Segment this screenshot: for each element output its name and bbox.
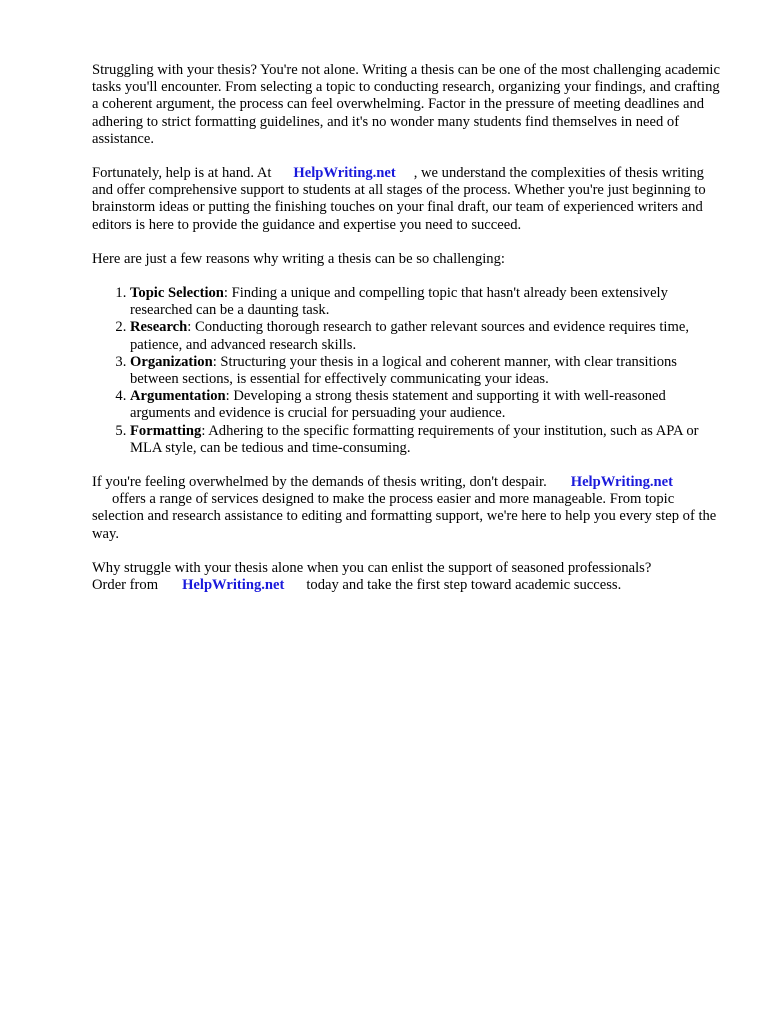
reason-text: : Conducting thorough research to gather relevant sources and evidence requires time, patience, and advanced research skills. — [130, 319, 689, 353]
reason-term: Topic Selection — [130, 285, 224, 302]
reason-text: : Finding a unique and compelling topic that hasn't already been extensively researched can be a daunting task. — [130, 285, 668, 319]
closing-line-1: Why struggle with your thesis alone when you can enlist the support of seasoned professionals? — [92, 559, 652, 576]
closing-paragraph — [92, 560, 728, 594]
overwhelmed-text-after: offers a range of services designed to make the process easier and more manageable. From topic selection and research assistance to editing and formatting support, we're here to help you every step of the way. — [92, 491, 717, 542]
reason-text: : Adhering to the specific formatting requirements of your institution, such as APA or MLA style, can be tedious and time-consuming. — [130, 422, 699, 456]
list-item — [130, 319, 728, 353]
reasons-intro: Here are just a few reasons why writing a thesis can be so challenging: — [92, 250, 505, 267]
closing-text-before: Order from — [92, 577, 159, 594]
helpwriting-link[interactable]: HelpWriting.net — [182, 577, 285, 594]
list-item — [130, 423, 728, 457]
help-text-before: Fortunately, help is at hand. At — [92, 165, 272, 182]
reason-term: Research — [130, 319, 188, 336]
helpwriting-link[interactable]: HelpWriting.net — [293, 165, 396, 182]
list-item — [130, 285, 728, 319]
reason-text: : Developing a strong thesis statement and supporting it with well-reasoned arguments and evidence is crucial for persuading your audience. — [130, 388, 666, 422]
help-paragraph — [92, 165, 728, 234]
reason-text: : Structuring your thesis in a logical and coherent manner, with clear transitions between sections, is essential for effectively communicating your ideas. — [130, 353, 677, 388]
closing-text-after: today and take the first step toward academic success. — [306, 577, 622, 594]
intro-paragraph: Struggling with your thesis? You're not alone. Writing a thesis can be one of the most challenging academic tasks you'll encounter. From selecting a topic to conducting research, organizing your findings, and crafting a coherent argument, the process can feel overwhelming. Factor in the pressure of meeting deadlines and adhering to strict formatting guidelines, and it's no wonder many students find themselves in need of assistance. — [92, 62, 720, 147]
reason-term: Argumentation — [130, 388, 226, 405]
help-text-after: , we understand the complexities of thesis writing and offer comprehensive support to students at all stages of the process. Whether you're just beginning to brainstorm ideas or putting the finishing touches on your final draft, our team of experienced writers and editors is here to provide the guidance and expertise you need to succeed. — [92, 165, 706, 233]
list-item — [130, 388, 728, 422]
document-body — [92, 62, 728, 611]
reason-term: Formatting — [130, 422, 202, 439]
helpwriting-link[interactable]: HelpWriting.net — [570, 474, 674, 491]
overwhelmed-paragraph — [92, 474, 728, 543]
reasons-list — [92, 285, 728, 457]
list-item — [130, 354, 728, 388]
reason-term: Organization — [130, 353, 213, 370]
overwhelmed-text-before: If you're feeling overwhelmed by the demands of thesis writing, don't despair. — [92, 474, 547, 491]
